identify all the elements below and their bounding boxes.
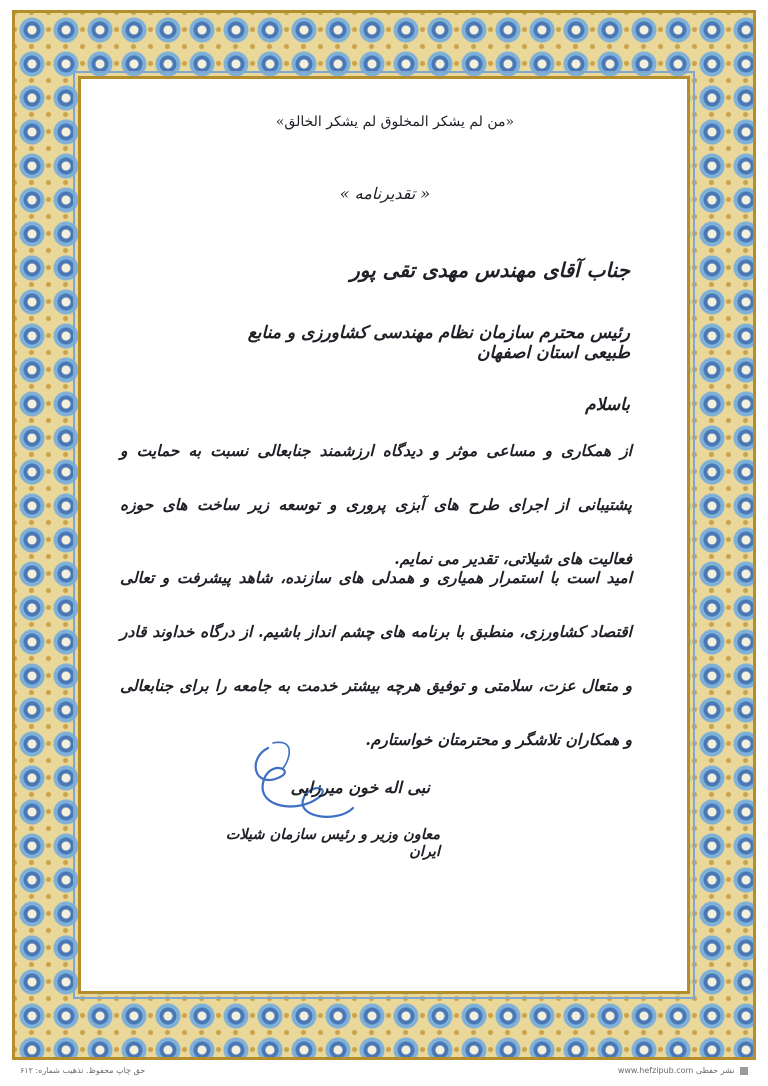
greeting: باسلام bbox=[585, 395, 630, 415]
body-paragraph-2: امید است با استمرار همیاری و همدلی های سازنده، شاهد پیشرفت و تعالی اقتصاد کشاورزی، منطبق با برنامه های چشم انداز باشیم. از درگاه خداوند قادر و متعال عزت، سلامتی و توفیق هرچه بیشتر خدمت به جامعه را برای جنابعالی و همکاران تلاشگر و محترمتان خواستارم. bbox=[120, 568, 632, 749]
recipient-position: رئیس محترم سازمان نظام مهندسی کشاورزی و منابع طبیعی استان اصفهان bbox=[247, 323, 630, 363]
footer bbox=[20, 1064, 748, 1080]
footer-publisher bbox=[618, 1066, 748, 1075]
signer-title: معاون وزیر و رئیس سازمان شیلات ایران bbox=[225, 826, 440, 860]
recipient-name: جناب آقای مهندس مهدی تقی پور bbox=[350, 258, 630, 282]
body-paragraph-1: از همکاری و مساعی موثر و دیدگاه ارزشمند جنابعالی نسبت به حمایت و پشتیبانی از اجرای طرح های آبزی پروری و توسعه زیر ساخت های حوزه فعالیت های شیلاتی، تقدیر می نمایم. bbox=[120, 441, 632, 568]
footer-copyright: حق چاپ محفوظ. تذهیب شماره: ۶۱۲ bbox=[20, 1066, 146, 1075]
signer-name: نبی اله خون میرزایی bbox=[290, 778, 430, 797]
document-title: « تقدیرنامه » bbox=[339, 184, 431, 203]
publisher-logo-icon bbox=[740, 1067, 748, 1075]
header-quote: «من لم يشكر المخلوق لم يشكر الخالق» bbox=[275, 114, 515, 130]
footer-publisher-text: www.hefzipub.com نشر حفظی bbox=[617, 1066, 735, 1075]
